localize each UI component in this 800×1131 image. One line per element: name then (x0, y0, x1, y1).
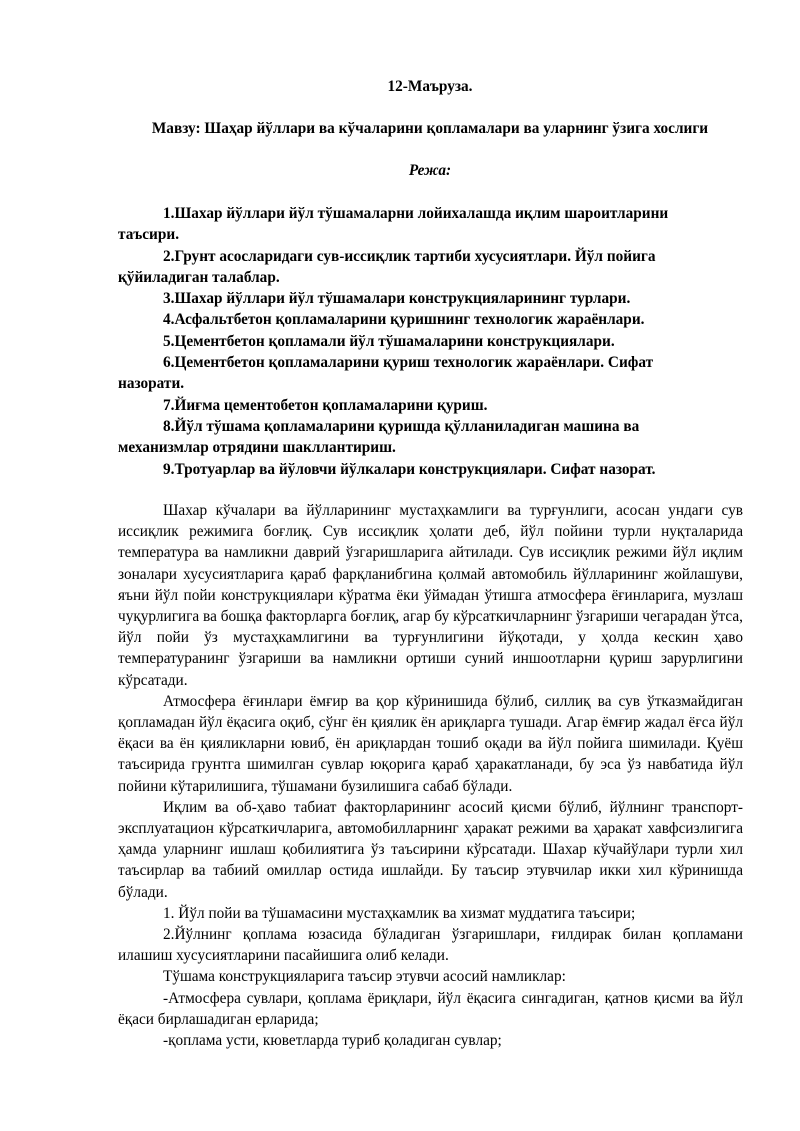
plan-item: 6.Цементбетон қопламаларини қуриш технологик жараёнлари. Сифат назорати. (118, 354, 654, 393)
paragraph: Шахар кўчалари ва йўлларининг мустаҳкамлиги ва турғунлиги, асосан ундаги сув иссиқлик режимига боғлиқ. Сув иссиқлик ҳолати деб, йўл пойини турли нуқталарида температура ва намликни даврий ўзгаришларига айтилади. Сув иссиқлик режими йўл иқлим зоналари хусусиятларига қараб фарқланибгина қолмай автомобиль йўлларининг жойлашуви, яъни йўл пойи конструкциялари кўратма ёки ўймадан ўтишга атмосфера ёғинларига, музлаш чуқурлигига ва бошқа факторларга боғлиқ, агар бу кўрсаткичларнинг ўзгариши чегарадан ўтса, йўл пойи ўз мустаҳкамлигини ва турғунлигини йўқотади, у ҳолда кескин ҳаво температуранинг ўзгариши ва намликни ортиши суний иншоотларни қуриш зарурлигини кўрсатади. (118, 502, 743, 689)
plan-item: 2.Грунт асосларидаги сув-иссиқлик тартиби хусусиятлари. Йўл пойига қўйиладиган талаблар. (118, 247, 656, 286)
paragraph: -қоплама усти, кюветларда туриб қоладиган сувлар; (163, 1032, 502, 1050)
paragraph: Атмосфера ёғинлари ёмғир ва қор кўринишида бўлиб, силлиқ ва сув ўтказмайдиган қопламадан йўл ёқасига оқиб, сўнг ён қиялик ён ариқларга тушади. Агар ёмғир жадал ёғса йўл ёқаси ва ён қияликларни ювиб, ён ариқлардан тошиб оқади ва йўл пойига шимилади. Қуёш таъсирида грунтга шимилган сувлар юқорига қараб ҳаракатланади, бу эса ўз навбатида йўл пойини кўтарилишига, тўшамани бузилишига сабаб бўлади. (118, 692, 743, 795)
plan-item: 5.Цементбетон қопламали йўл тўшамаларини конструкциялари. (163, 332, 615, 350)
plan-item: 8.Йўл тўшама қопламаларини қуришда қўлланиладиган машина ва механизмлар отрядини шакллантириш. (118, 417, 640, 457)
plan-item: 3.Шахар йўллари йўл тўшамалари конструкцияларининг турлари. (163, 290, 631, 308)
plan-title: Режа: (408, 162, 452, 179)
plan-item: 7.Йиғма цементобетон қопламаларини қуриш. (163, 396, 488, 414)
plan-item: 9.Тротуарлар ва йўловчи йўлкалари конструкциялари. Сифат назорат. (163, 460, 656, 478)
lecture-number: 12-Маъруза. (387, 78, 473, 95)
paragraph: 1. Йўл пойи ва тўшамасини мустаҳкамлик ва хизмат муддатига таъсири; (163, 904, 636, 922)
topic-title: Мавзу: Шаҳар йўллари ва кўчаларини қопламалари ва уларнинг ўзига хослиги (151, 120, 709, 137)
paragraph: -Атмосфера сувлари, қоплама ёриқлари, йўл ёқасига сингадиган, қатнов қисми ва йўл ёқаси бирлашадиган ерларида; (118, 989, 743, 1028)
plan-item: 1.Шахар йўллари йўл тўшамаларни лойихалашда иқлим шароитларини таъсири. (118, 205, 669, 244)
plan-item: 4.Асфальтбетон қопламаларини қуришнинг технологик жараёнлари. (163, 311, 645, 329)
paragraph: 2.Йўлнинг қоплама юзасида бўладиган ўзгаришлари, ғилдирак билан қопламани илашиш хусусиятларини пасайишига олиб келади. (118, 926, 743, 965)
plan-list (118, 203, 718, 480)
body-text (118, 500, 743, 1051)
paragraph: Иқлим ва об-ҳаво табиат факторларининг асосий қисми бўлиб, йўлнинг транспорт-эксплуатацион кўрсаткичларига, автомобилларнинг ҳаракат режими ва ҳаракат хавфсизлигига ҳамда уларнинг ишлаш қобилиятига ўз таъсирини кўрсатади. Шахар кўчайўлари турли хил таъсирлар ва табиий омиллар остида ишлайди. Бу таъсир этувчилар икки хил кўринишда бўлади. (118, 798, 743, 901)
paragraph: Тўшама конструкцияларига таъсир этувчи асосий намликлар: (163, 968, 566, 986)
